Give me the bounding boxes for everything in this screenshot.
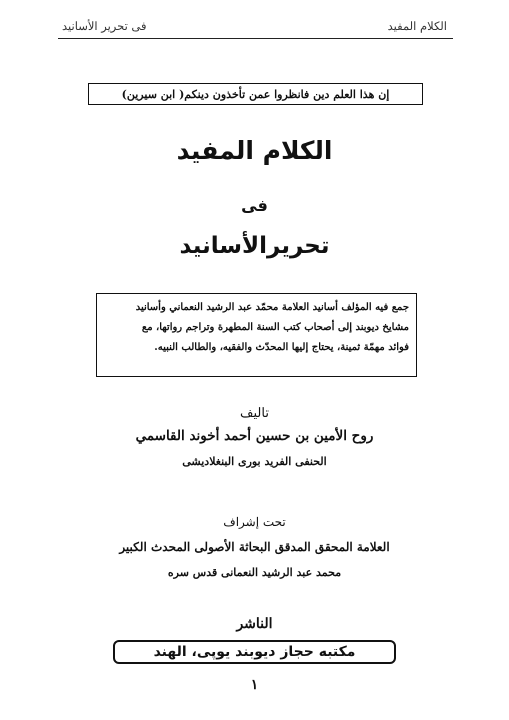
quote-box: [88, 83, 423, 105]
supervisor-name: محمد عبد الرشيد النعمانی قدس سره: [167, 566, 342, 579]
publisher-name: مكتبه حجاز ديوبند يوپی، الهند: [153, 644, 356, 660]
author-name: روح الأمين بن حسين أحمد أخوند القاسمي: [135, 428, 374, 444]
author-heading: تاليف: [240, 406, 269, 421]
description-line: فوائد مهمّة ثمينة، يحتاج إليها المحدّث والفقيه، والطالب النبيه.: [154, 342, 409, 353]
book-subtitle: تحريرالأسانيد: [179, 233, 330, 259]
running-header-right: الكلام المفيد: [387, 19, 447, 33]
publisher-box: [113, 640, 396, 664]
description-line: جمع فيه المؤلف أسانيد العلامة محمّد عبد الرشيد النعماني وأسانيد: [135, 302, 409, 313]
page-number: ١: [250, 677, 259, 693]
book-title: الكلام المفيد: [176, 136, 333, 165]
header-rule: [58, 38, 453, 39]
supervision-heading: تحت إشراف: [223, 515, 286, 529]
supervisor-titles: العلامة المحقق المدقق البحاثة الأصولی المحدث الكبير: [119, 540, 390, 554]
publisher-heading: الناشر: [236, 616, 273, 632]
title-connector: فی: [241, 196, 268, 215]
quote-text: إن هذا العلم دين فانظروا عمن تأخذون دينكم( ابن سيرين): [121, 87, 390, 101]
description-line: مشايخ ديوبند إلى أصحاب كتب السنة المطهرة وتراجم رواتها، مع: [141, 322, 409, 333]
description-box: [96, 293, 417, 377]
author-nisba: الحنفی الفريد بوری البنغلاديشی: [182, 455, 327, 468]
running-header-left: فى تحرير الأسانيد: [62, 19, 147, 33]
